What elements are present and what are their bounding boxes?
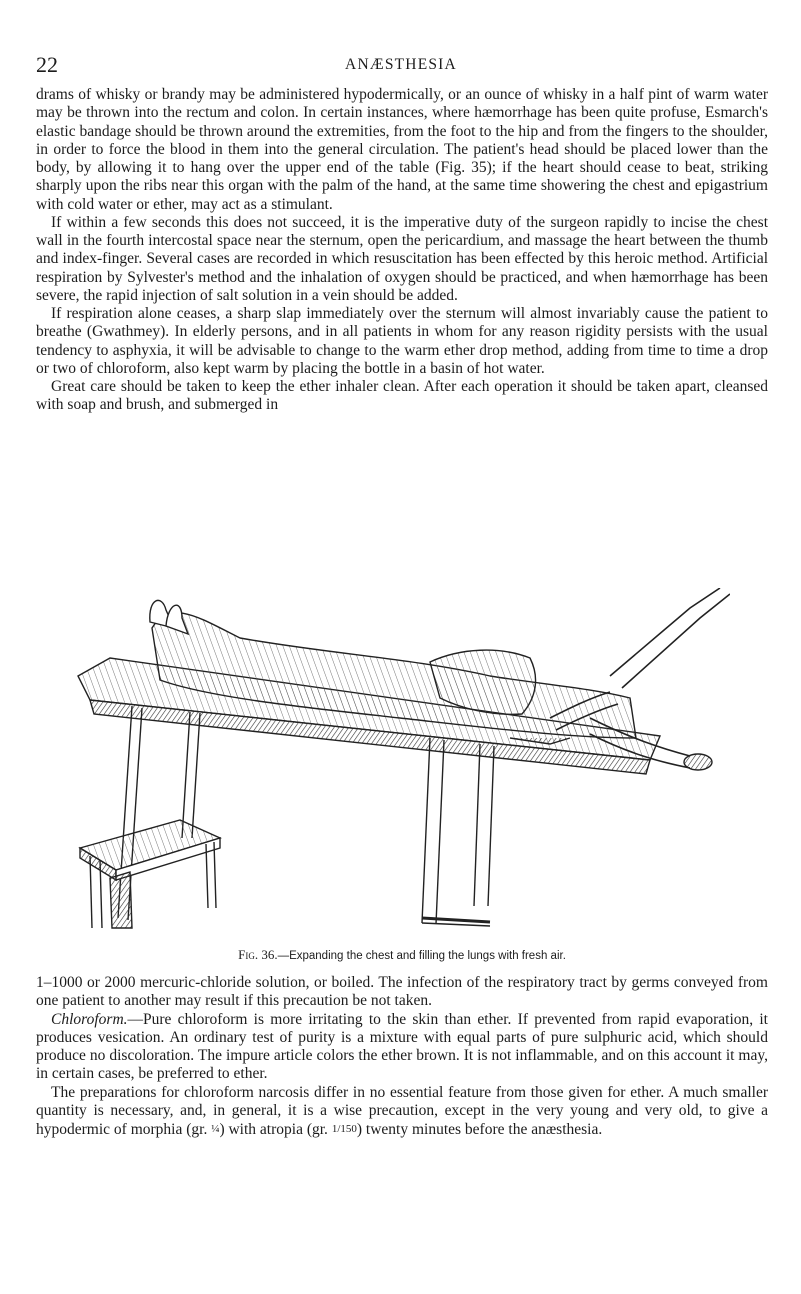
paragraph: drams of whisky or brandy may be administered hypodermically, or an ounce of whisky in a half pint of warm water may be thrown into the rectum and colon. In certain instances, where hæmorrhage has been quite profuse, Esmarch's elastic bandage should be thrown around the extremities, from the foot to the hip and from the fingers to the shoulder, in order to force the blood in them into the general circulation. The patient's head should be placed lower than the body, by allowing it to hang over the upper end of the table (Fig. 35); if the heart should cease to beat, striking sharply upon the ribs near this organ with the palm of the hand, at the same time showering the chest and epigastrium with cold water or ether, may act as a stimulant. xyxy=(36,86,768,213)
paragraph-text: ) with atropia (gr. xyxy=(219,1121,328,1138)
paragraph: Great care should be taken to keep the ether inhaler clean. After each operation it should be taken apart, cleansed with soap and brush, and submerged in xyxy=(36,378,768,414)
paragraph xyxy=(36,1084,768,1140)
figure-caption xyxy=(36,947,768,963)
fraction: 1/150 xyxy=(331,1123,357,1135)
page-header xyxy=(36,52,766,78)
paragraph-text: —Pure chloroform is more irritating to the skin than ether. If prevented from rapid evaporation, it produces vesication. An ordinary test of purity is a mixture with equal parts of pure sulphuric acid, which should produce no discoloration. The impure article colors the ether brown. It is not inflammable, and on this account it may, in certain cases, be preferred to ether. xyxy=(36,1010,768,1083)
paragraph xyxy=(36,1011,768,1084)
body-text-top xyxy=(36,86,768,415)
running-head: ANÆSTHESIA xyxy=(345,56,457,73)
footstool xyxy=(80,820,220,928)
paragraph: 1–1000 or 2000 mercuric-chloride solution, or boiled. The infection of the respiratory tract by germs conveyed from one patient to another may result if this precaution be not taken. xyxy=(36,974,768,1010)
section-heading: Chloroform. xyxy=(51,1010,128,1028)
fraction: ¼ xyxy=(211,1123,220,1135)
body-text-bottom xyxy=(36,974,768,1139)
paragraph: If within a few seconds this does not succeed, it is the imperative duty of the surgeon rapidly to incise the chest wall in the fourth intercostal space near the sternum, open the pericardium, and massage the heart between the thumb and index-finger. Several cases are recorded in which resuscitation has been effected by this heroic method. Artificial respiration by Sylvester's method and the inhalation of oxygen should be practiced, and when hæmorrhage has been severe, the rapid injection of salt solution in a vein should be added. xyxy=(36,213,768,304)
paragraph: If respiration alone ceases, a sharp slap immediately over the sternum will almost invariably cause the patient to breathe (Gwathmey). In elderly persons, and in all patients in whom for any reason rigidity persists with the usual tendency to asphyxia, it will be advisable to change to the warm ether drop method, adding from time to time a drop or two of chloroform, also kept warm by placing the bottle in a basin of hot water. xyxy=(36,305,768,377)
figure-caption-text: —Expanding the chest and filling the lungs with fresh air. xyxy=(277,950,566,962)
figure-label: Fig. 36. xyxy=(238,947,278,962)
figure-illustration xyxy=(70,588,730,940)
page-number: 22 xyxy=(36,52,58,77)
paragraph-text: ) twenty minutes before the anæsthesia. xyxy=(356,1121,603,1138)
paragraph-text: The preparations for chloroform narcosis differ in no essential feature from those given for ether. A much smaller quantity is necessary, and, in general, it is a wise precaution, except in the very young and very old, to give a hypodermic of morphia (gr. xyxy=(36,1083,768,1138)
